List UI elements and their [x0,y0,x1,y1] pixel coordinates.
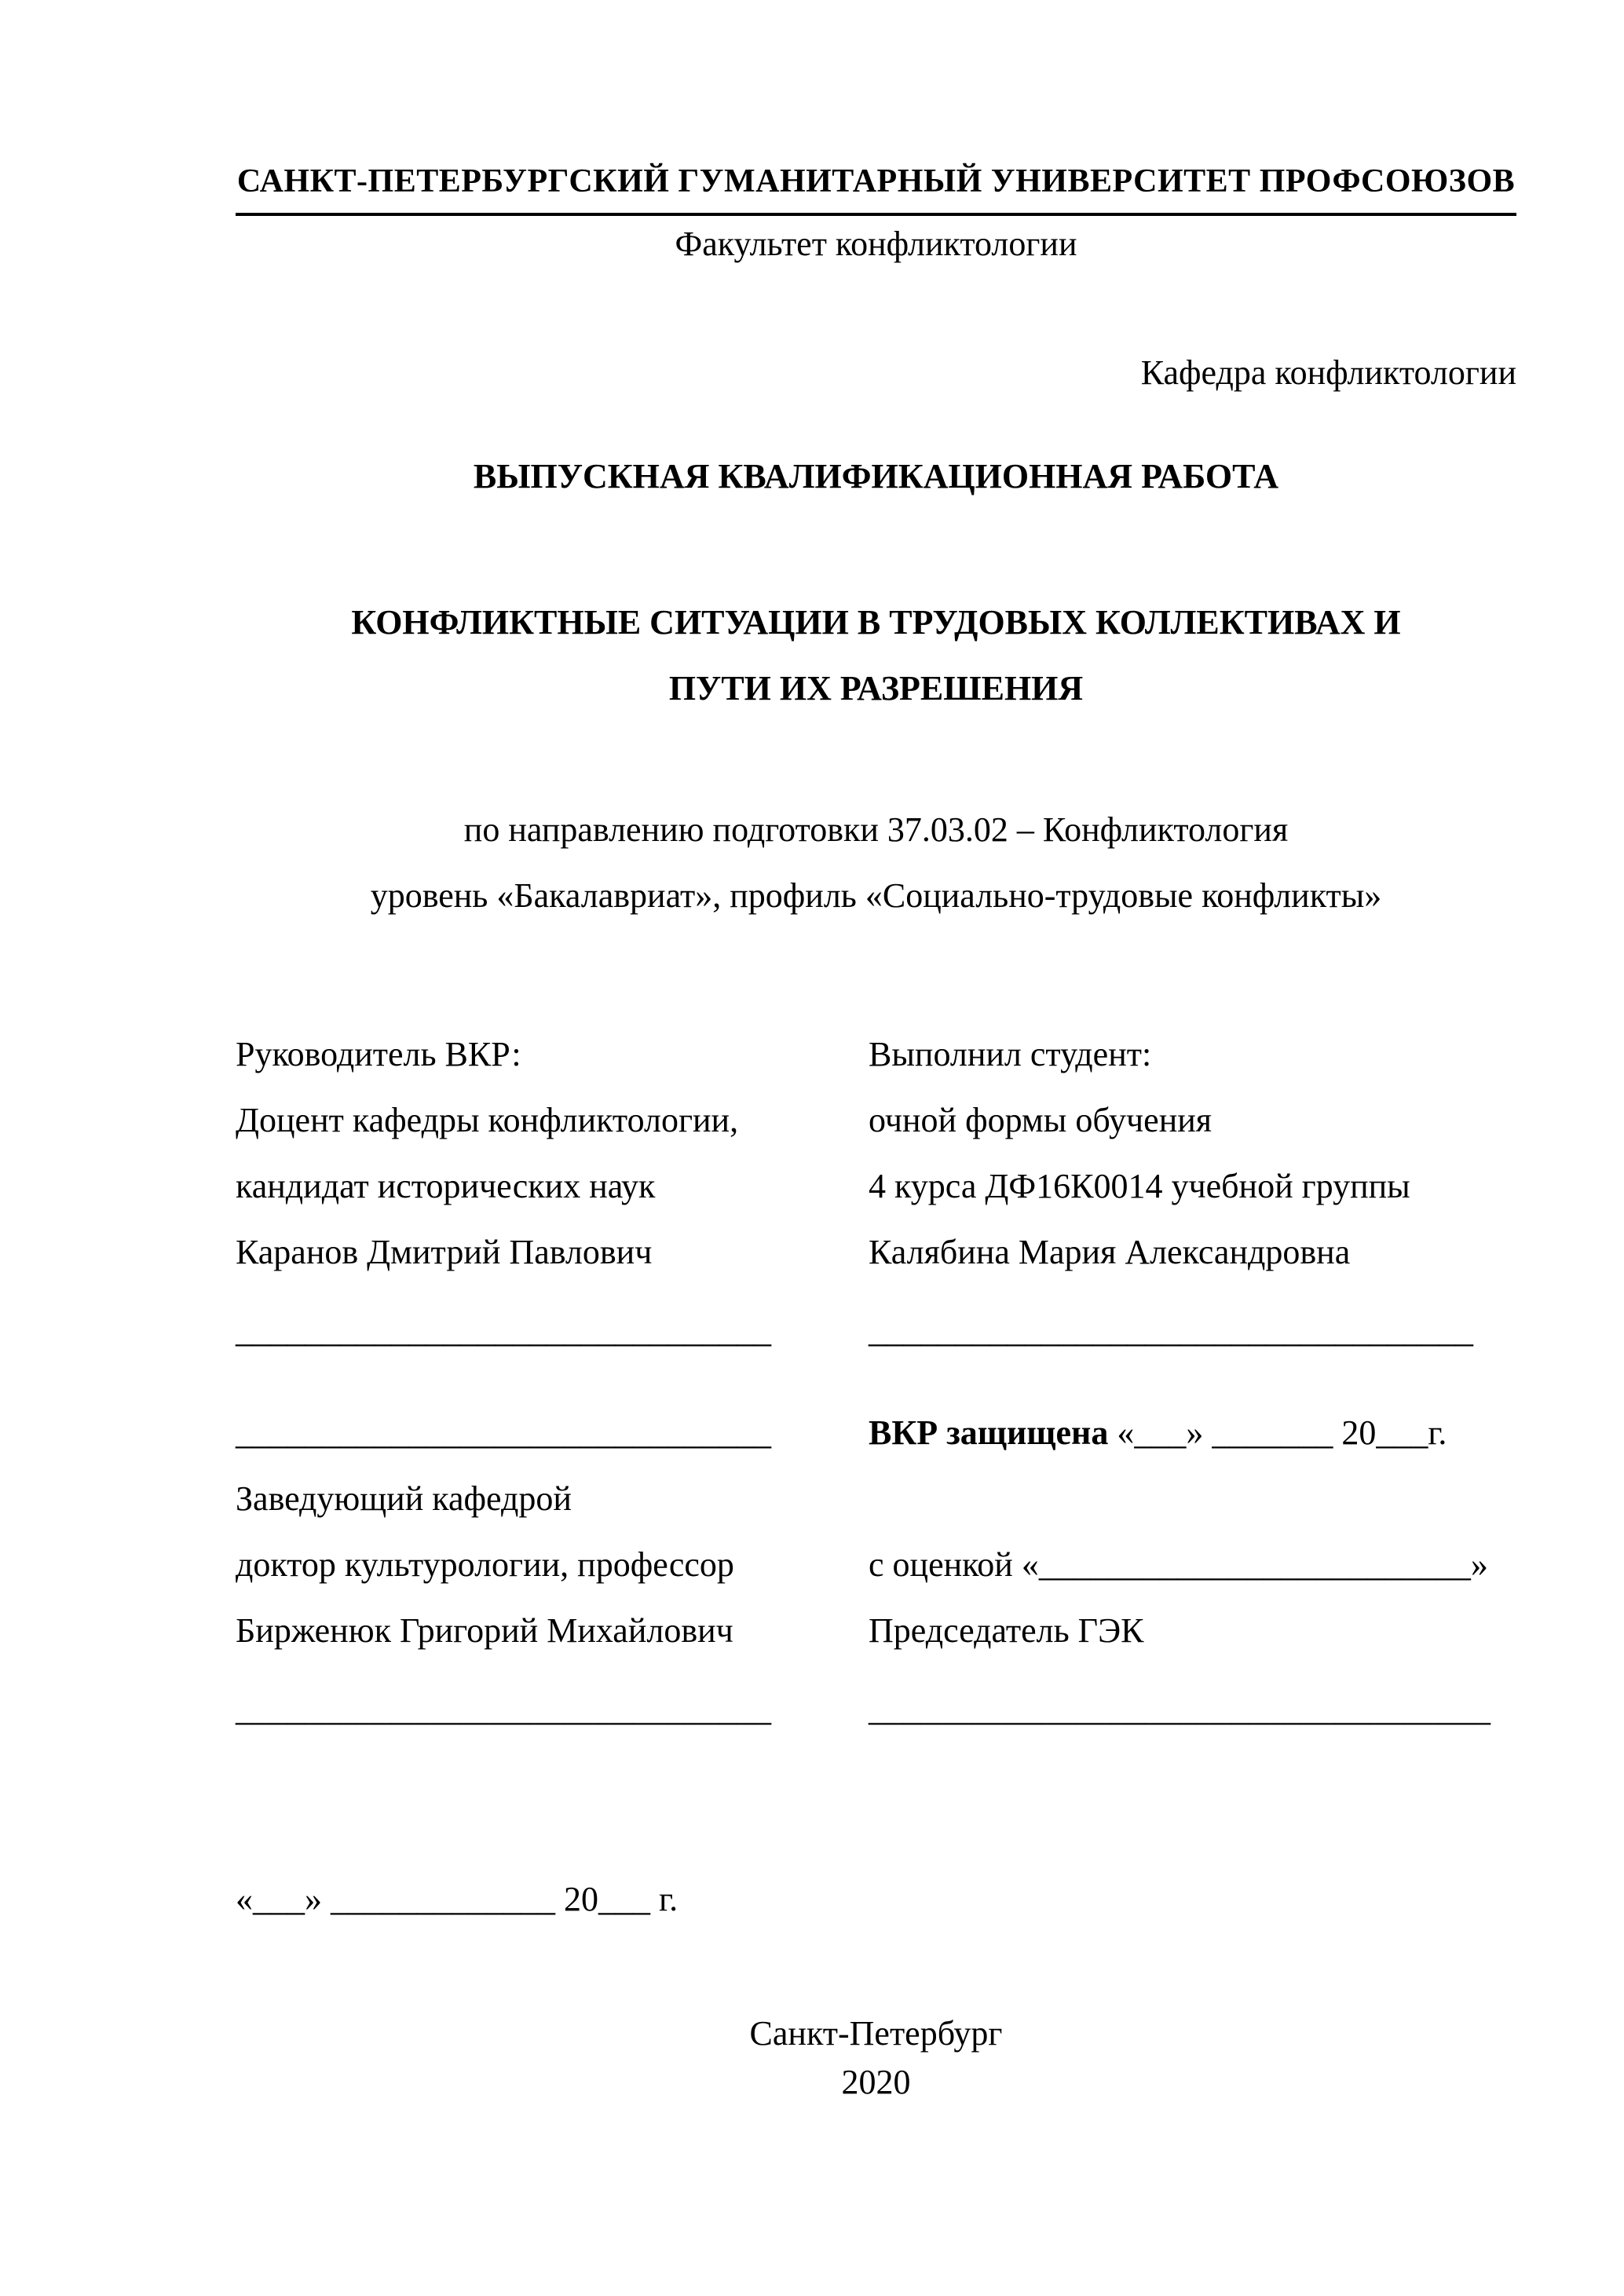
defense-date-blank: «___» _______ 20___г. [1108,1413,1447,1452]
student-column [869,1022,1516,1364]
supervisor-column [236,1022,869,1364]
program-level-line: уровень «Бакалавриат», профиль «Социально-трудовые конфликты» [370,876,1382,915]
student-role-label: Выполнил студент: [869,1035,1152,1073]
department-name: Кафедра конфликтологии [1140,353,1516,392]
defense-label: ВКР защищена [869,1413,1109,1452]
thesis-title [236,590,1516,722]
student-signature-line: ___________________________________ [869,1311,1473,1350]
faculty-name: Факультет конфликтологии [675,225,1077,263]
supervisor-role-label: Руководитель ВКР: [236,1035,521,1073]
grade-line: с оценкой «_________________________» [869,1545,1488,1584]
head-role-label: Заведующий кафедрой [236,1479,572,1518]
thesis-title-line2: ПУТИ ИХ РАЗРЕШЕНИЯ [668,669,1084,707]
student-group-line: 4 курса ДФ16К0014 учебной группы [869,1167,1410,1205]
defense-column [869,1400,1516,1742]
head-signature-line-top: _______________________________ [236,1413,771,1452]
defense-line [869,1400,1516,1466]
defense-empty-line [869,1466,1516,1532]
imprint-block [236,2009,1516,2107]
program-info [236,797,1516,929]
university-name: САНКТ-ПЕТЕРБУРГСКИЙ ГУМАНИТАРНЫЙ УНИВЕРСИТЕТ ПРОФСОЮЗОВ [236,163,1516,199]
work-type-heading: ВЫПУСКНАЯ КВАЛИФИКАЦИОННАЯ РАБОТА [473,457,1279,495]
supervisor-student-block [236,1022,1516,1364]
supervisor-position-line2: кандидат исторических наук [236,1167,656,1205]
student-name: Калябина Мария Александровна [869,1233,1351,1271]
date-blank-line: «___» _____________ 20___ г. [236,1880,678,1918]
program-direction-line: по направлению подготовки 37.03.02 – Конфликтология [463,810,1289,849]
header-rule [236,213,1516,216]
chairman-label: Председатель ГЭК [869,1611,1144,1650]
thesis-title-line1: КОНФЛИКТНЫЕ СИТУАЦИИ В ТРУДОВЫХ КОЛЛЕКТИВАХ И [351,603,1401,642]
year: 2020 [841,2063,911,2101]
chairman-signature-line: ____________________________________ [869,1690,1490,1728]
department-head-column [236,1400,869,1742]
supervisor-signature-line: _______________________________ [236,1311,771,1350]
approval-block [236,1400,1516,1742]
student-form-line: очной формы обучения [869,1101,1213,1139]
head-name: Бирженюк Григорий Михайлович [236,1611,733,1650]
supervisor-position-line1: Доцент кафедры конфликтологии, [236,1101,739,1139]
city-name: Санкт-Петербург [749,2014,1003,2053]
head-degree-line: доктор культурологии, профессор [236,1545,734,1584]
head-signature-line-bottom: _______________________________ [236,1690,771,1728]
supervisor-name: Каранов Дмитрий Павлович [236,1233,653,1271]
